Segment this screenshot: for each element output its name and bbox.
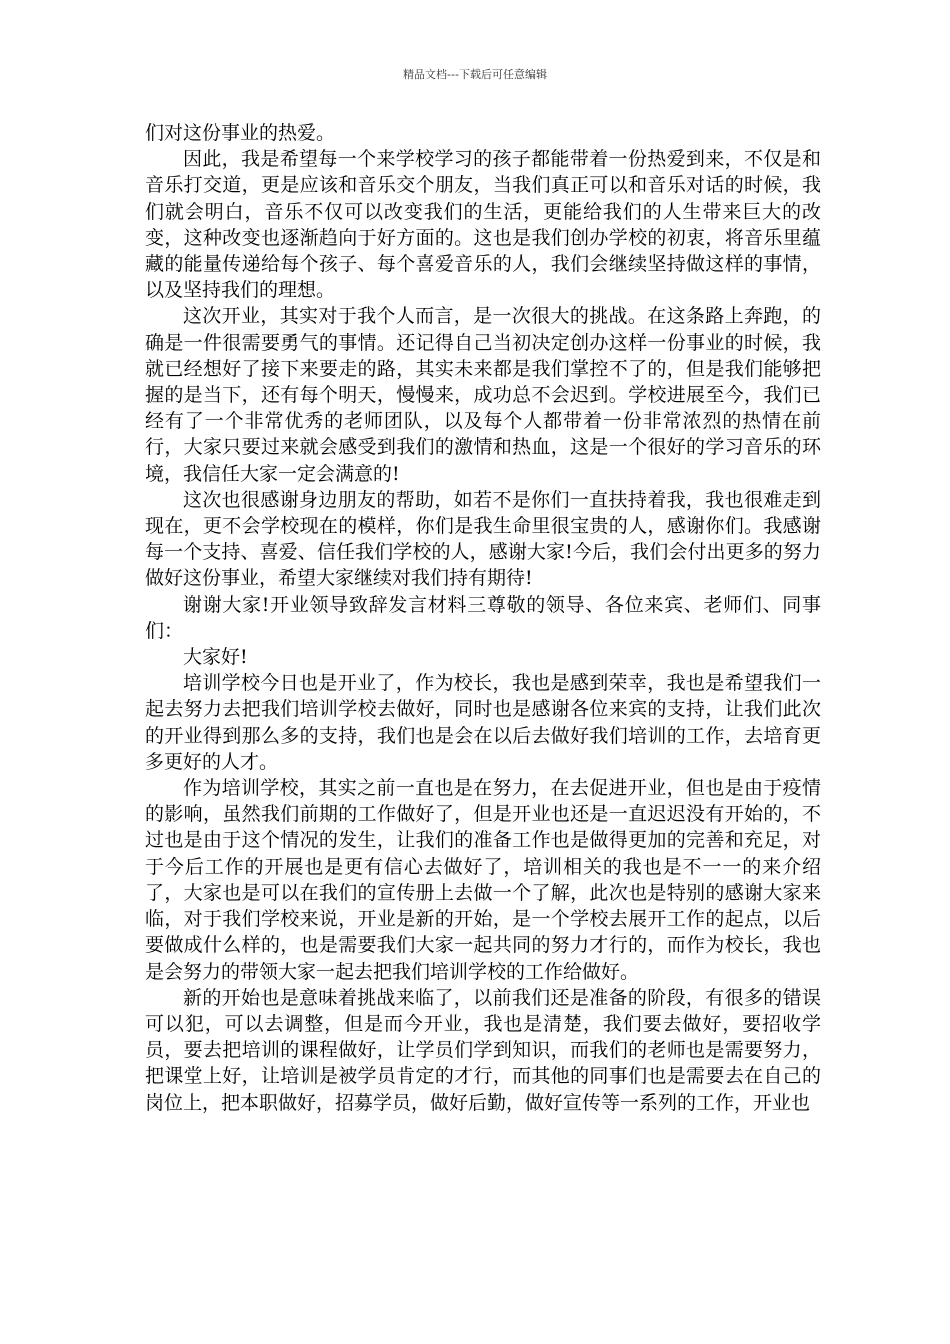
paragraph: 谢谢大家!开业领导致辞发言材料三尊敬的领导、各位来宾、老师们、同事们： — [145, 593, 821, 642]
page-header: 精品文档---下载后可任意编辑 — [403, 68, 547, 81]
paragraph: 培训学校今日也是开业了，作为校长，我也是感到荣幸，我也是希望我们一起去努力去把我们培训学校去做好，同时也是感谢各位来宾的支持，让我们此次的开业得到那么多的支持，我们也是会在以后去做好我们培训的工作，去培育更多更好的人才。 — [145, 672, 821, 773]
document-body — [145, 120, 821, 1116]
paragraph: 这次也很感谢身边朋友的帮助，如若不是你们一直扶持着我，我也很难走到现在，更不会学校现在的模样，你们是我生命里很宝贵的人，感谢你们。我感谢每一个支持、喜爱、信任我们学校的人，感谢大家!今后，我们会付出更多的努力做好这份事业，希望大家继续对我们持有期待! — [145, 488, 821, 590]
paragraph-continuation: 们对这份事业的热爱。 — [145, 122, 336, 144]
paragraph: 这次开业，其实对于我个人而言，是一次很大的挑战。在这条路上奔跑，的确是一件很需要勇气的事情。还记得自己当初决定创办这样一份事业的时候，我就已经想好了接下来要走的路，其实未来都是我们掌控不了的，但是我们能够把握的是当下，还有每个明天，慢慢来，成功总不会迟到。学校进展至今，我们已经有了一个非常优秀的老师团队，以及每个人都带着一份非常浓烈的热情在前行，大家只要过来就会感受到我们的激情和热血，这是一个很好的学习音乐的环境，我信任大家一定会满意的! — [145, 305, 821, 485]
paragraph: 作为培训学校，其实之前一直也是在努力，在去促进开业，但也是由于疫情的影响，虽然我们前期的工作做好了，但是开业也还是一直迟迟没有开始的，不过也是由于这个情况的发生，让我们的准备工作也是做得更加的完善和充足，对于今后工作的开展也是更有信心去做好了，培训相关的我也是不一一的来介绍了，大家也是可以在我们的宣传册上去做一个了解，此次也是特别的感谢大家来临，对于我们学校来说，开业是新的开始，是一个学校去展开工作的起点，以后要做成什么样的，也是需要我们大家一起共同的努力才行的，而作为校长，我也是会努力的带领大家一起去把我们培训学校的工作给做好。 — [145, 777, 821, 983]
paragraph: 新的开始也是意味着挑战来临了，以前我们还是准备的阶段，有很多的错误可以犯，可以去调整，但是而今开业，我也是清楚，我们要去做好，要招收学员，要去把培训的课程做好，让学员们学到知识，而我们的老师也是需要努力，把课堂上好，让培训是被学员肯定的才行，而其他的同事们也是需要去在自己的岗位上，把本职做好，招募学员，做好后勤，做好宣传等一系列的工作，开业也 — [145, 986, 821, 1114]
paragraph: 大家好! — [183, 646, 248, 669]
paragraph: 因此，我是希望每一个来学校学习的孩子都能带着一份热爱到来，不仅是和音乐打交道，更是应该和音乐交个朋友，当我们真正可以和音乐对话的时候，我们就会明白，音乐不仅可以改变我们的生活，更能给我们的人生带来巨大的改变，这种改变也逐渐趋向于好方面的。这也是我们创办学校的初衷，将音乐里蕴藏的能量传递给每个孩子、每个喜爱音乐的人，我们会继续坚持做这样的事情，以及坚持我们的理想。 — [145, 148, 821, 302]
